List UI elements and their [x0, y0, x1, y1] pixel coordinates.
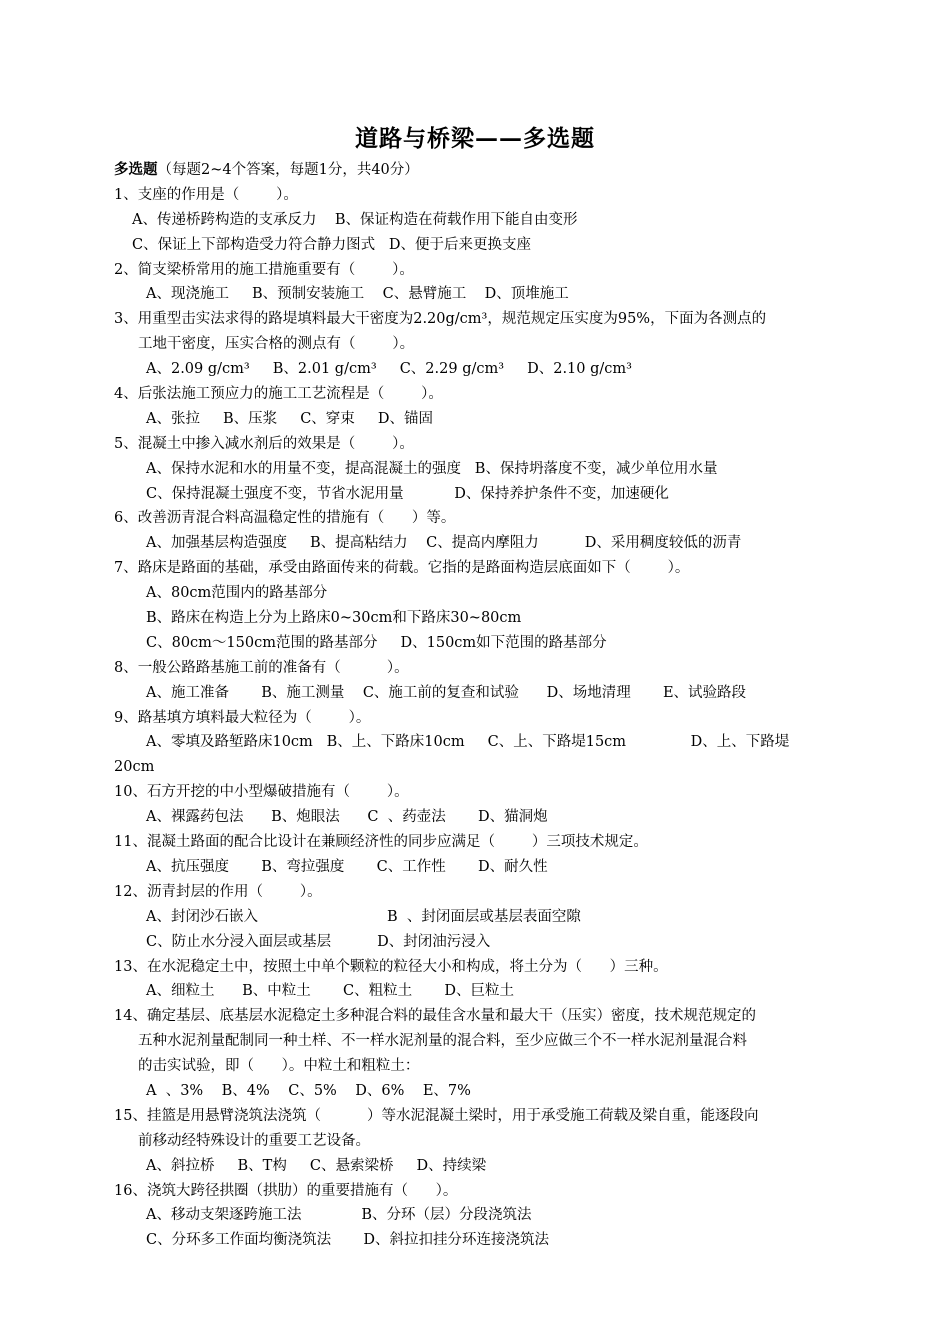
question-text: 11、混凝土路面的配合比设计在兼顾经济性的同步应满足（ ）三项技术规定。 [114, 834, 648, 851]
question-text: 5、混凝土中掺入减水剂后的效果是（ ）。 [114, 435, 414, 452]
answer-options: C、保持混凝土强度不变，节省水泥用量 D、保持养护条件不变，加速硬化 [146, 485, 669, 502]
question-text: 4、后张法施工预应力的施工工艺流程是（ ）。 [114, 386, 443, 403]
section-label: 多选题 [114, 161, 158, 178]
question-text: 15、挂篮是用悬臂浇筑法浇筑（ ）等水泥混凝土梁时，用于承受施工荷载及梁自重，能逐段向 [114, 1107, 759, 1124]
answer-options: A、细粒土 B、中粒土 C、粗粒土 D、巨粒土 [146, 983, 515, 1000]
answer-options: A、裸露药包法 B、炮眼法 C 、药壶法 D、猫洞炮 [146, 809, 548, 826]
answer-options: A、施工准备 B、施工测量 C、施工前的复查和试验 D、场地清理 E、试验路段 [146, 684, 747, 701]
question-text: 12、沥青封层的作用（ ）。 [114, 883, 322, 900]
answer-options: A、斜拉桥 B、T构 C、悬索梁桥 D、持续梁 [146, 1157, 487, 1174]
answer-options: A、抗压强度 B、弯拉强度 C、工作性 D、耐久性 [146, 858, 548, 875]
answer-options: A、80cm范围内的路基部分 [146, 585, 328, 602]
question-text-continued: 五种水泥剂量配制同一种土样、不一样水泥剂量的混合料，至少应做三个不一样水泥剂量混合料 [138, 1033, 747, 1050]
answer-options: A、保持水泥和水的用量不变，提高混凝土的强度 B、保持坍落度不变，减少单位用水量 [146, 460, 718, 477]
question-text: 10、石方开挖的中小型爆破措施有（ ）。 [114, 784, 409, 801]
answer-options-continued: 20cm [114, 759, 155, 776]
answer-options: A、传递桥跨构造的支承反力 B、保证构造在荷载作用下能自由变形 [132, 211, 578, 228]
answer-options: A、2.09 g/cm³ B、2.01 g/cm³ C、2.29 g/cm³ D、2.10 g/cm³ [146, 361, 632, 378]
question-text: 3、用重型击实法求得的路堤填料最大干密度为2.20g/cm³，规范规定压实度为95%，下面为各测点的 [114, 311, 767, 328]
answer-options: A、零填及路堑路床10cm B、上、下路床10cm C、上、下路堤15cm D、上、下路堤 [146, 734, 790, 751]
question-list [114, 158, 874, 1253]
question-text: 1、支座的作用是（ ）。 [114, 186, 298, 203]
question-text: 6、改善沥青混合料高温稳定性的措施有（ ）等。 [114, 510, 456, 527]
answer-options: A、加强基层构造强度 B、提高粘结力 C、提高内摩阻力 D、采用稠度较低的沥青 [146, 535, 742, 552]
answer-options: C、防止水分浸入面层或基层 D、封闭油污浸入 [146, 933, 491, 950]
question-text: 14、确定基层、底基层水泥稳定土多种混合料的最佳含水量和最大干（压实）密度，技术规范规定的 [114, 1008, 756, 1025]
answer-options: A、封闭沙石嵌入 B 、封闭面层或基层表面空隙 [146, 908, 581, 925]
question-text: 13、在水泥稳定土中，按照土中单个颗粒的粒径大小和构成，将土分为（ ）三种。 [114, 958, 668, 975]
section-instructions: （每题2~4个答案，每题1分，共40分） [157, 162, 419, 178]
answer-options: C、分环多工作面均衡浇筑法 D、斜拉扣挂分环连接浇筑法 [146, 1232, 549, 1249]
question-text-continued: 前移动经特殊设计的重要工艺设备。 [138, 1132, 370, 1149]
answer-options: B、路床在构造上分为上路床0~30cm和下路床30~80cm [146, 610, 522, 627]
question-text: 2、简支梁桥常用的施工措施重要有（ ）。 [114, 261, 414, 278]
question-text-continued: 的击实试验，即（ ）。中粒土和粗粒土： [138, 1058, 420, 1075]
question-text: 8、一般公路路基施工前的准备有（ ）。 [114, 659, 409, 676]
question-text: 16、浇筑大跨径拱圈（拱肋）的重要措施有（ ）。 [114, 1182, 458, 1199]
answer-options: C、80cm～150cm范围的路基部分 D、150cm如下范围的路基部分 [146, 634, 607, 651]
question-text: 7、路床是路面的基础，承受由路面传来的荷载。它指的是路面构造层底面如下（ ）。 [114, 560, 690, 577]
page-title: 道路与桥梁——多选题 [355, 125, 595, 152]
answer-options: A、张拉 B、压浆 C、穿束 D、锚固 [146, 410, 433, 427]
question-text: 9、路基填方填料最大粒径为（ ）。 [114, 709, 371, 726]
section-intro [114, 158, 874, 183]
answer-options: C、保证上下部构造受力符合静力图式 D、便于后来更换支座 [132, 236, 532, 253]
question-text-continued: 工地干密度，压实合格的测点有（ ）。 [138, 336, 415, 353]
answer-options: A、现浇施工 B、预制安装施工 C、悬臂施工 D、顶堆施工 [146, 286, 569, 303]
answer-options: A 、3% B、4% C、5% D、6% E、7% [146, 1082, 471, 1099]
answer-options: A、移动支架逐跨施工法 B、分环（层）分段浇筑法 [146, 1207, 532, 1224]
